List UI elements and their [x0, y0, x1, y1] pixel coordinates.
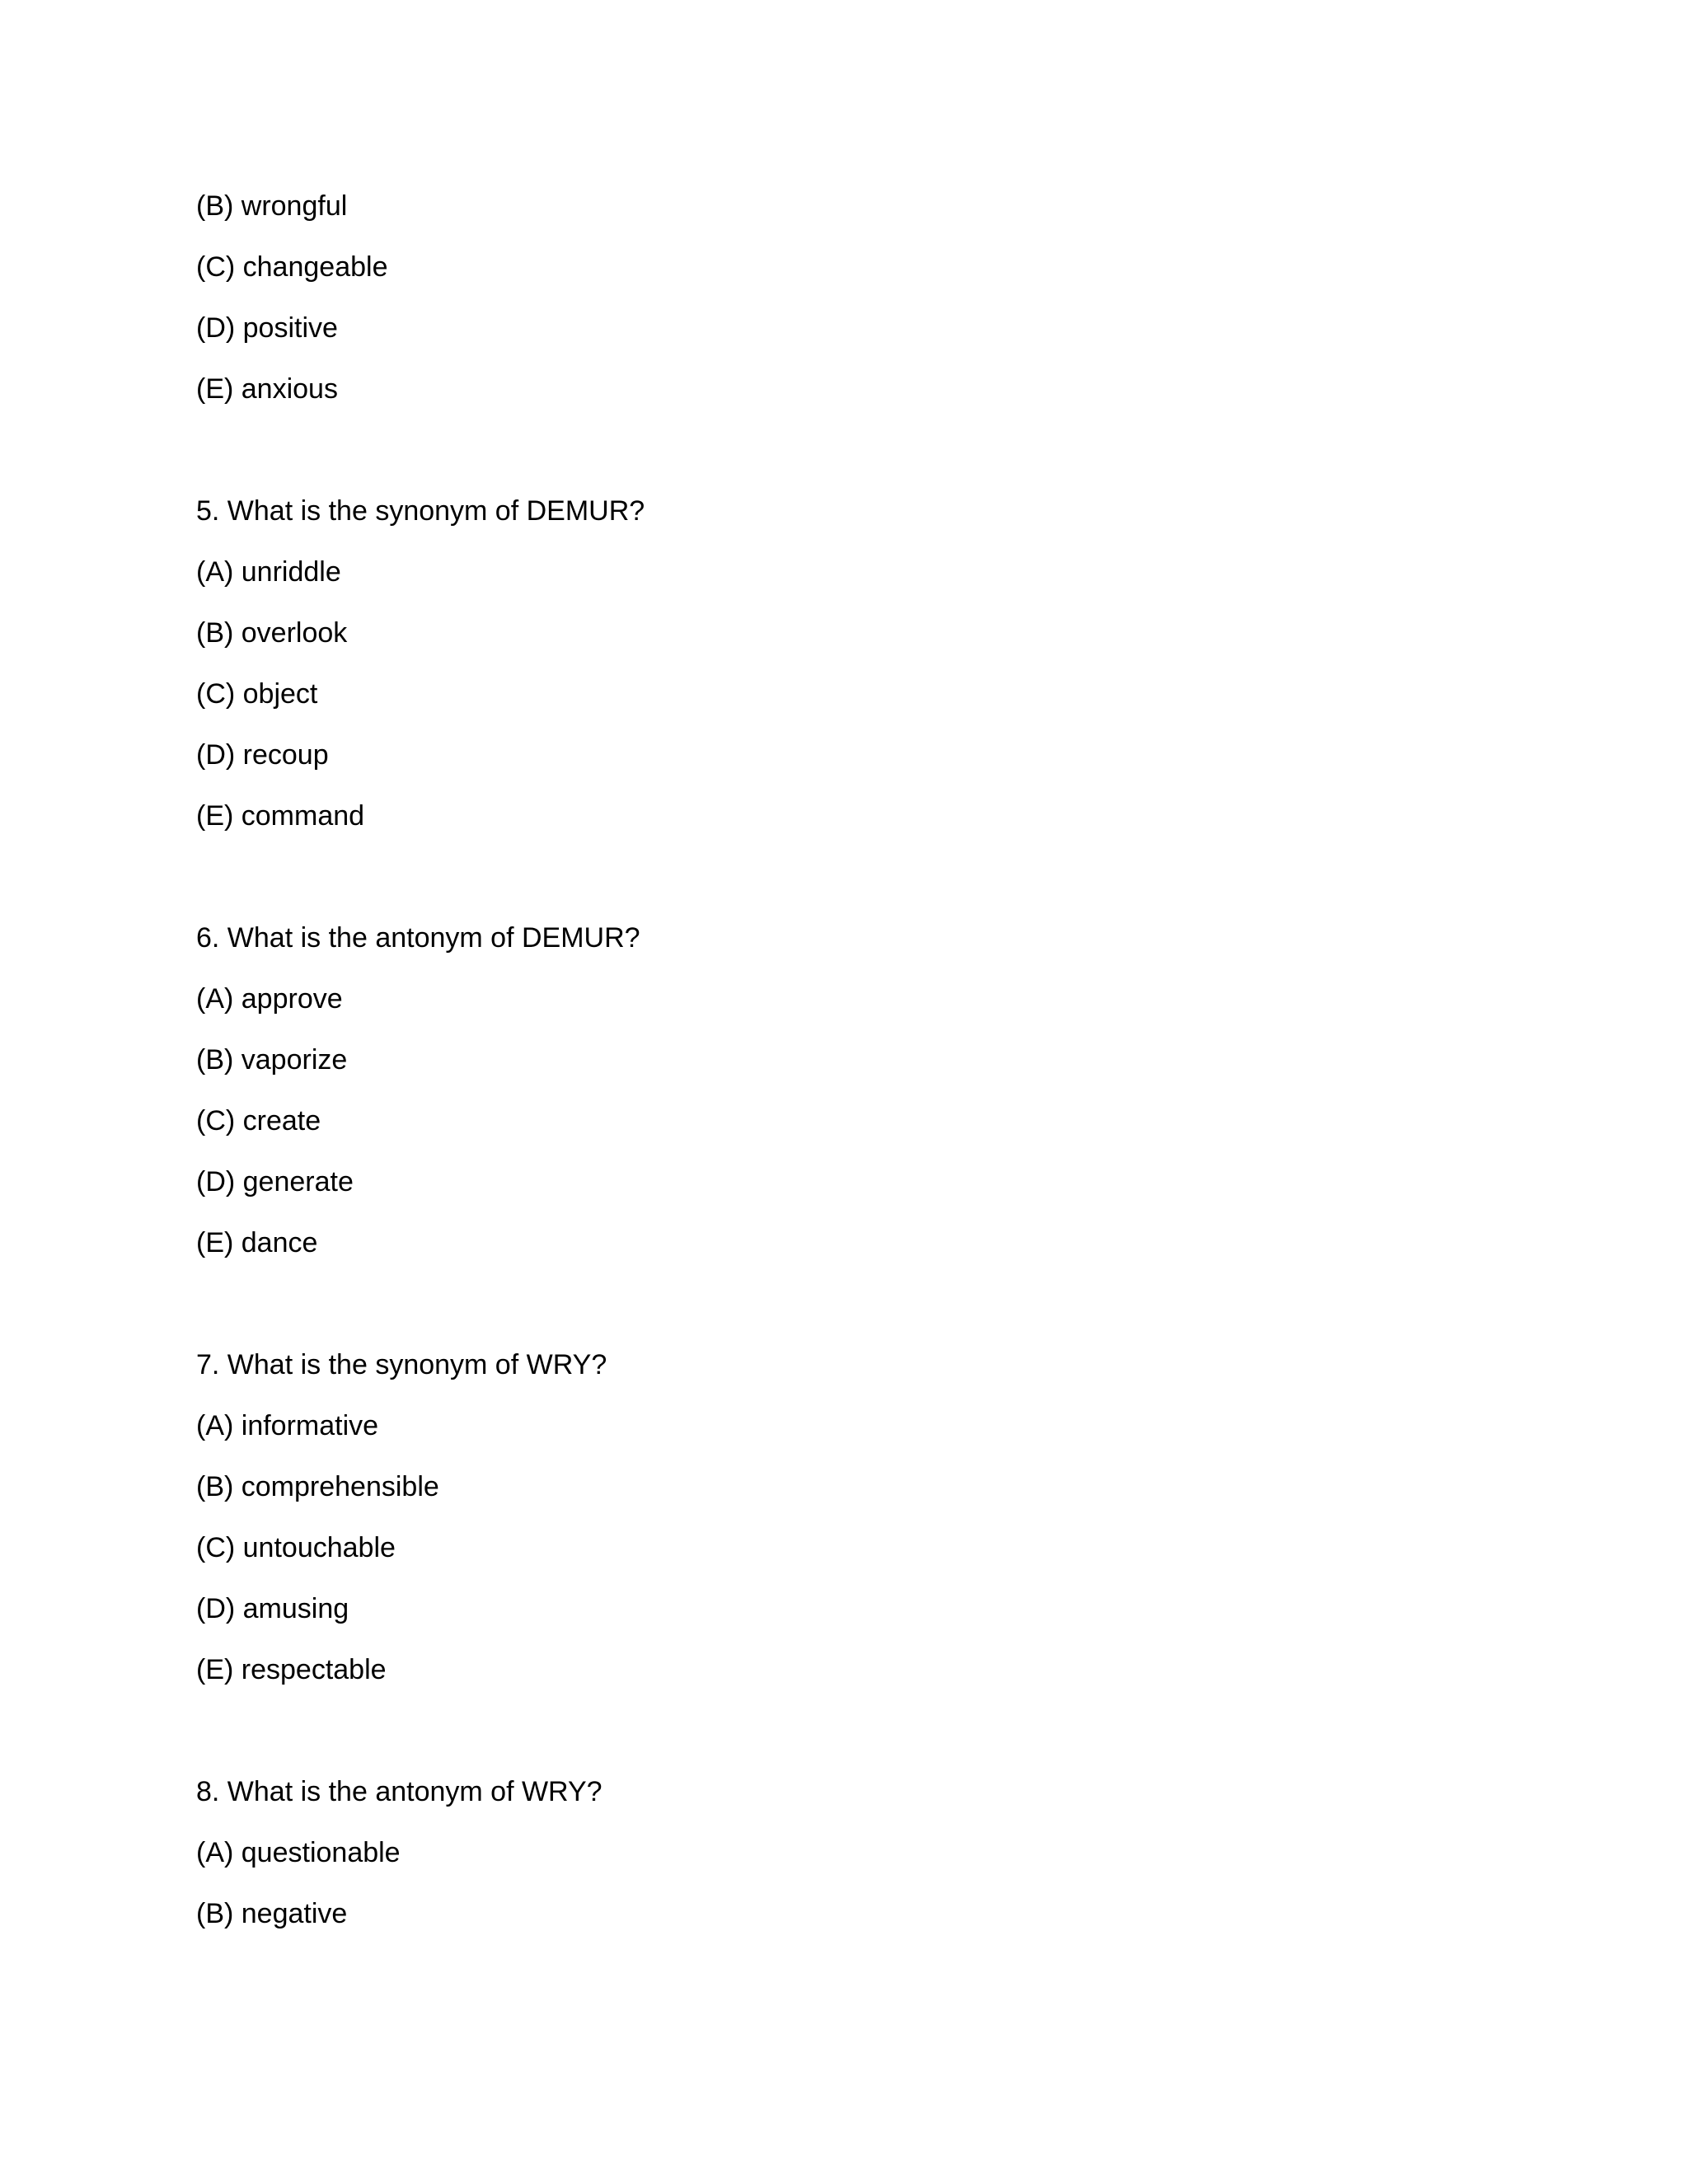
answer-option: (D) positive — [196, 312, 338, 344]
answer-option: (A) informative — [196, 1410, 379, 1441]
question-4-continuation — [196, 190, 1515, 405]
question-block — [196, 1775, 1515, 1930]
answer-option: (A) unriddle — [196, 556, 341, 588]
question-prompt: 8. What is the antonym of WRY? — [196, 1776, 603, 1807]
answer-option: (D) recoup — [196, 739, 329, 771]
answer-option: (B) wrongful — [196, 190, 348, 222]
answer-option: (E) anxious — [196, 373, 338, 405]
answer-option: (C) untouchable — [196, 1532, 396, 1563]
answer-option: (C) changeable — [196, 251, 388, 283]
answer-option: (A) questionable — [196, 1837, 401, 1868]
answer-option: (B) comprehensible — [196, 1471, 439, 1502]
answer-option: (D) amusing — [196, 1593, 349, 1624]
question-prompt: 6. What is the antonym of DEMUR? — [196, 922, 640, 954]
question-block — [196, 1348, 1515, 1686]
question-prompt: 5. What is the synonym of DEMUR? — [196, 495, 645, 527]
answer-option: (C) object — [196, 678, 318, 710]
answer-option: (C) create — [196, 1105, 321, 1137]
answer-option: (E) respectable — [196, 1654, 387, 1685]
answer-option: (B) vaporize — [196, 1044, 348, 1076]
answer-option: (D) generate — [196, 1166, 354, 1197]
answer-option: (A) approve — [196, 983, 343, 1015]
answer-option: (E) command — [196, 800, 365, 832]
answer-option: (E) dance — [196, 1227, 318, 1258]
question-block — [196, 921, 1515, 1259]
question-list — [196, 190, 1515, 1958]
answer-option: (B) overlook — [196, 617, 348, 649]
question-block — [196, 494, 1515, 832]
answer-option: (B) negative — [196, 1898, 348, 1929]
question-prompt: 7. What is the synonym of WRY? — [196, 1349, 607, 1380]
